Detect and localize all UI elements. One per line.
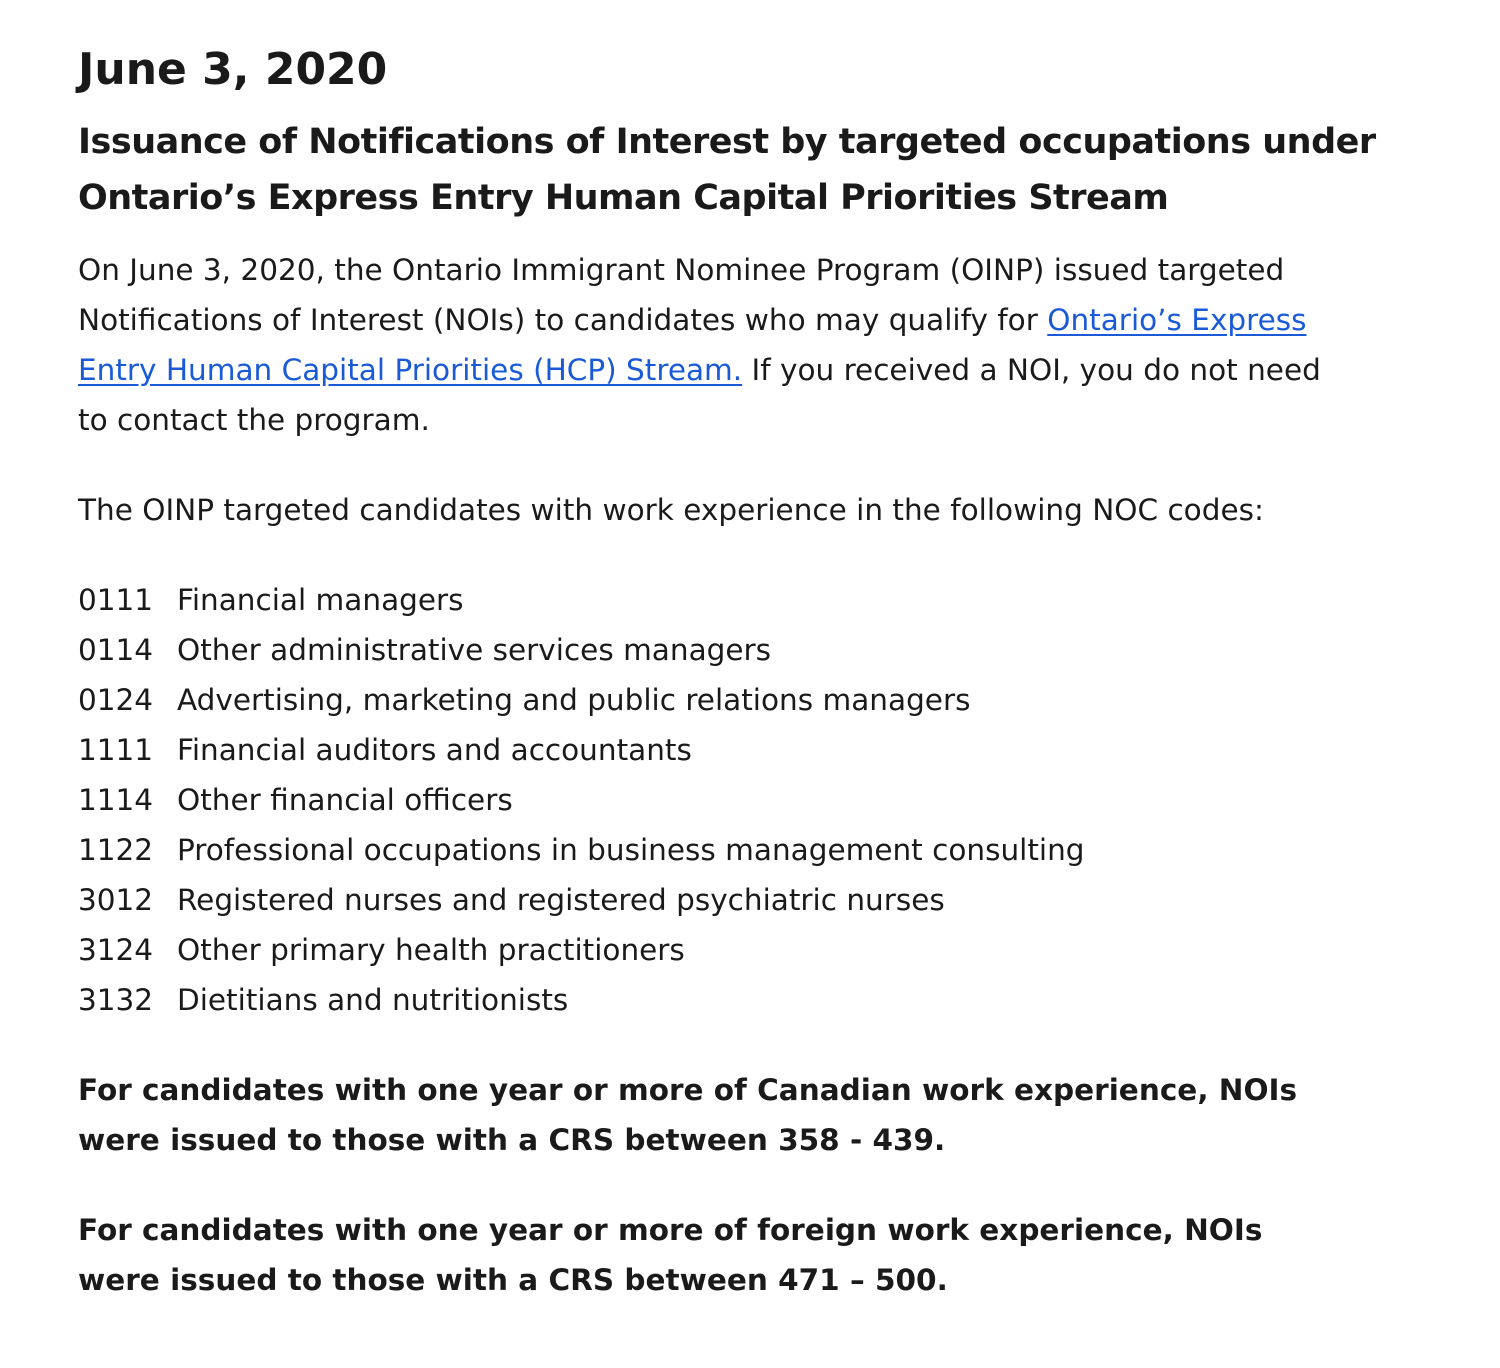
noc-title: Advertising, marketing and public relations managers — [177, 683, 971, 717]
noc-list-item — [78, 725, 1408, 775]
article-headline: Issuance of Notifications of Interest by targeted occupations under Ontario’s Express Entry Human Capital Priorities Stream — [78, 122, 1376, 218]
noc-list-item — [78, 925, 1408, 975]
noc-list-item — [78, 875, 1408, 925]
noc-title: Other primary health practitioners — [177, 933, 685, 967]
noc-list-item — [78, 625, 1408, 675]
noc-title: Financial managers — [177, 583, 464, 617]
noc-title: Dietitians and nutritionists — [177, 983, 569, 1017]
noc-list-item — [78, 775, 1408, 825]
noc-code: 0111 — [78, 583, 154, 617]
noc-code: 3124 — [78, 933, 154, 967]
noc-title: Other administrative services managers — [177, 633, 772, 667]
article-date: June 3, 2020 — [78, 44, 388, 95]
noc-code: 3012 — [78, 883, 154, 917]
noc-code: 0124 — [78, 683, 154, 717]
noc-list-item — [78, 675, 1408, 725]
intro-text-start: On June 3, 2020, the Ontario Immigrant Nominee Program (OINP) issued targeted Notifications of Interest (NOIs) to candidates who may qualify for — [78, 253, 1285, 337]
noc-code: 0114 — [78, 633, 154, 667]
crs-foreign-paragraph: For candidates with one year or more of foreign work experience, NOIs were issued to those with a CRS between 471 – 500. — [78, 1213, 1263, 1297]
noc-list-item — [78, 825, 1408, 875]
noc-list-item — [78, 575, 1408, 625]
noc-title: Other financial officers — [177, 783, 513, 817]
noc-title: Professional occupations in business management consulting — [177, 833, 1085, 867]
noc-code: 1122 — [78, 833, 154, 867]
intro-paragraph — [78, 245, 1348, 445]
noc-list-item — [78, 975, 1408, 1025]
hcp-stream-link[interactable]: Ontario’s Express Entry Human Capital Priorities (HCP) Stream. — [78, 303, 1307, 387]
noc-title: Financial auditors and accountants — [177, 733, 692, 767]
noc-code: 1114 — [78, 783, 154, 817]
noc-lead-paragraph: The OINP targeted candidates with work experience in the following NOC codes: — [78, 493, 1264, 527]
noc-title: Registered nurses and registered psychiatric nurses — [177, 883, 945, 917]
crs-canadian-paragraph: For candidates with one year or more of Canadian work experience, NOIs were issued to those with a CRS between 358 - 439. — [78, 1073, 1298, 1157]
noc-code: 1111 — [78, 733, 154, 767]
intro-text-end: If you received a NOI, you do not need to contact the program. — [78, 353, 1321, 437]
noc-code: 3132 — [78, 983, 154, 1017]
noc-code-list — [78, 575, 1408, 1025]
